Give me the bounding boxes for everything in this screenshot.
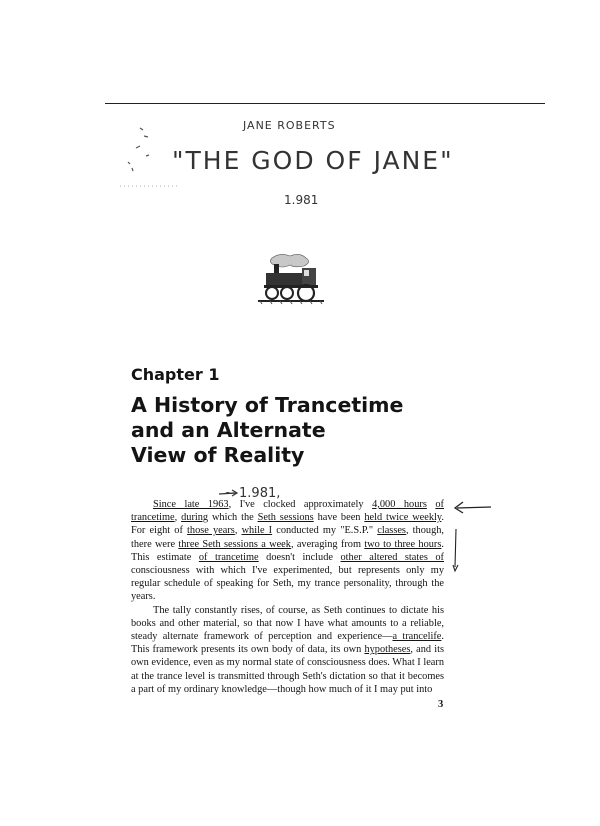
chapter-title-line: and an Alternate xyxy=(131,418,326,442)
locomotive-illustration xyxy=(256,252,326,306)
body-text xyxy=(131,498,444,696)
margin-arrow-mark xyxy=(451,499,493,515)
paragraph: The tally constantly rises, of course, as Seth continues to dictate his books and other material, so that now I have what amounts to a reliable, steady alternate framework of perception and experience—a trancelife. This framework presents its own body of data, its own hypotheses, and its own evidence, even as my normal state of consciousness does. What I learn at the trance level is transmitted through Seth's dictation so that it becomes a part of my ordinary knowledge—though how much of it I may put into xyxy=(131,604,444,695)
chapter-title xyxy=(131,393,451,468)
chapter-title-line: View of Reality xyxy=(131,443,305,467)
page-number: 3 xyxy=(438,699,444,710)
margin-bracket-mark xyxy=(451,527,461,577)
handwritten-year: 1.981 xyxy=(284,193,319,207)
paragraph: Since late 1963, I've clocked approximately 4,000 hours of trancetime, during which the Seth sessions have been held twice weekly. For eight of those years, while I conducted my "E.S.P." classes, though, there were three Seth sessions a week, averaging from two to three hours. This estimate of trancetime doesn't include other altered states of consciousness with which I've experimented, but represents only my regular schedule of speaking for Seth, my trance personality, through the years. xyxy=(131,499,445,603)
chapter-title-line: A History of Trancetime xyxy=(131,393,404,417)
header-rule xyxy=(105,103,545,104)
handwritten-margin-note: ~ 1.981, xyxy=(224,486,281,501)
handwritten-author: JANE ROBERTS xyxy=(243,119,336,132)
handwritten-book-title: "THE GOD OF JANE" xyxy=(172,146,454,175)
chapter-label: Chapter 1 xyxy=(131,365,220,384)
